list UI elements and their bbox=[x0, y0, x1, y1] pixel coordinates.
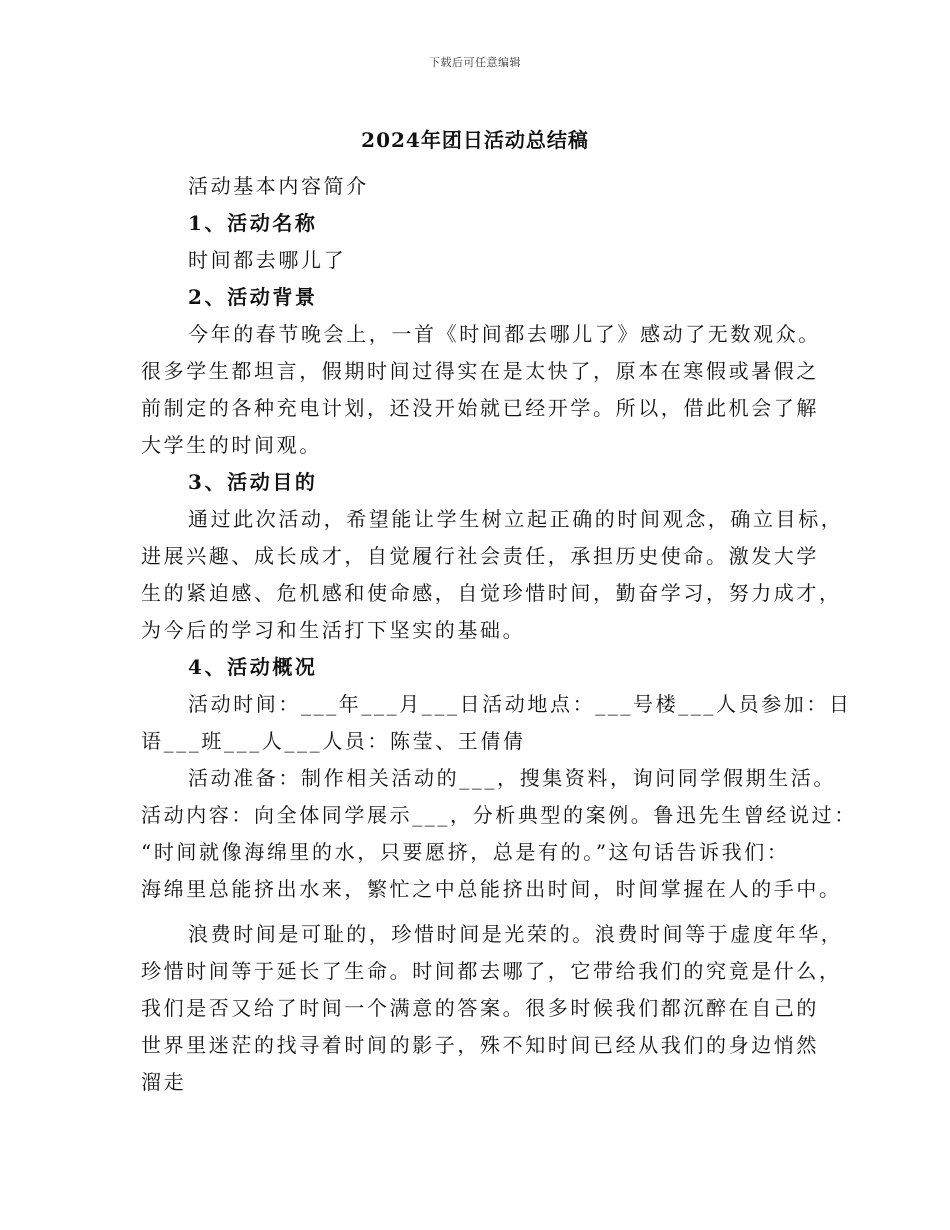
document-body bbox=[141, 170, 857, 1103]
paragraph-line: 活动内容：向全体同学展示___，分析典型的案例。鲁迅先生曾经说过： bbox=[141, 803, 857, 827]
section-intro-heading: 活动基本内容简介 bbox=[188, 174, 369, 198]
paragraph-line: 为今后的学习和生活打下坚实的基础。 bbox=[141, 618, 526, 642]
document-title: 2024年团日活动总结稿 bbox=[361, 128, 589, 152]
section-heading-overview: 4、活动概况 bbox=[188, 655, 318, 679]
paragraph-line: 活动准备：制作相关活动的___，搜集资料，询问同学假期生活。 bbox=[188, 766, 836, 790]
paragraph-line: 溜走 bbox=[141, 1070, 187, 1094]
section-heading-background: 2、活动背景 bbox=[188, 285, 318, 309]
paragraph-line: 很多学生都坦言，假期时间过得实在是太快了，原本在寒假或暑假之 bbox=[141, 359, 819, 383]
paragraph-line: “时间就像海绵里的水，只要愿挤，总是有的。”这句话告诉我们： bbox=[141, 840, 790, 864]
paragraph-line: 大学生的时间观。 bbox=[141, 433, 322, 457]
paragraph-line: 珍惜时间等于延长了生命。时间都去哪了，它带给我们的究竟是什么， bbox=[141, 959, 842, 983]
paragraph-line: 生的紧迫感、危机感和使命感，自觉珍惜时间，勤奋学习，努力成才， bbox=[141, 581, 842, 605]
paragraph-line: 进展兴趣、成长成才，自觉履行社会责任，承担历史使命。激发大学 bbox=[141, 544, 819, 568]
paragraph-line: 通过此次活动，希望能让学生树立起正确的时间观念，确立目标， bbox=[188, 507, 844, 531]
paragraph-line: 前制定的各种充电计划，还没开始就已经开学。所以，借此机会了解 bbox=[141, 396, 819, 420]
header-note: 下载后可任意编辑 bbox=[429, 56, 521, 69]
paragraph-line: 海绵里总能挤出水来，繁忙之中总能挤出时间，时间掌握在人的手中。 bbox=[141, 877, 842, 901]
section-heading-purpose: 3、活动目的 bbox=[188, 470, 318, 494]
paragraph-line: 今年的春节晚会上，一首《时间都去哪儿了》感动了无数观众。 bbox=[188, 322, 821, 346]
activity-name: 时间都去哪儿了 bbox=[188, 248, 347, 272]
paragraph-line: 活动时间：___年___月___日活动地点：___号楼___人员参加：日 bbox=[188, 692, 852, 716]
paragraph-line: 世界里迷茫的找寻着时间的影子，殊不知时间已经从我们的身边悄然 bbox=[141, 1033, 819, 1057]
paragraph-line: 浪费时间是可耻的，珍惜时间是光荣的。浪费时间等于虚度年华， bbox=[188, 922, 844, 946]
section-heading-name: 1、活动名称 bbox=[188, 211, 318, 235]
paragraph-line: 语___班___人___人员：陈莹、王倩倩 bbox=[141, 729, 526, 753]
paragraph-line: 我们是否又给了时间一个满意的答案。很多时候我们都沉醉在自己的 bbox=[141, 996, 819, 1020]
